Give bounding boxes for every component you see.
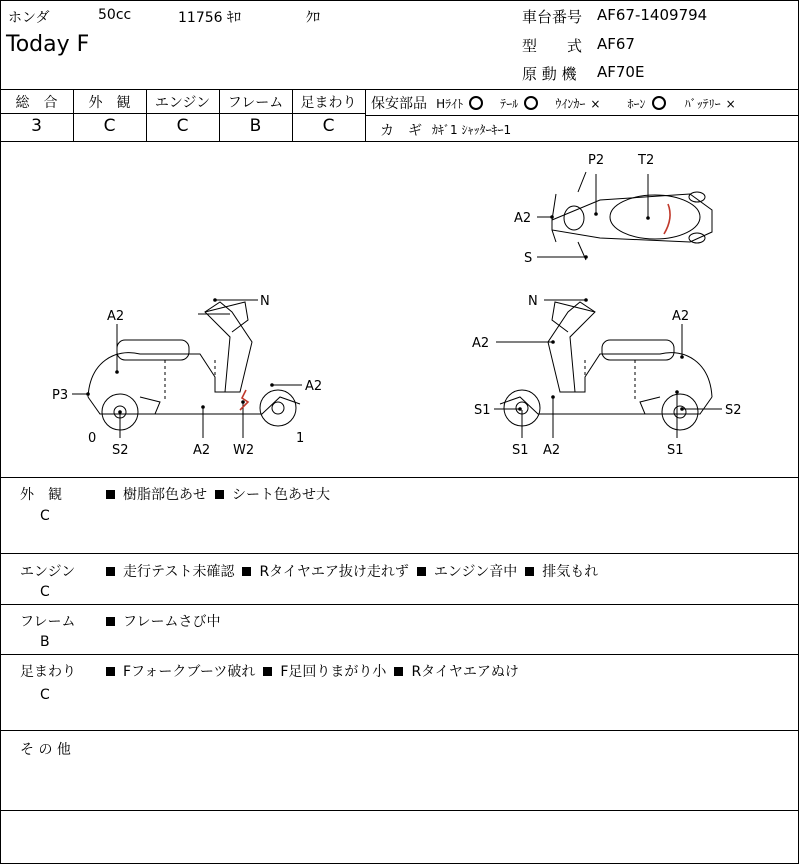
diag-label-zero: 0 (88, 431, 97, 446)
engine-section-grade: C (40, 584, 50, 600)
maker: ホンダ (8, 10, 50, 26)
color: ｸﾛ (306, 10, 320, 26)
model-name: Today F (6, 32, 90, 57)
key-value: ｶｷﾞ1 ｼｬｯﾀｰｷｰ1 (432, 123, 512, 137)
diag-label-s1: S1 (512, 443, 529, 458)
frame-grade-label: フレーム (227, 95, 284, 111)
diag-label-one: 1 (296, 431, 305, 446)
divider (0, 810, 799, 811)
divider (0, 477, 799, 478)
divider (0, 654, 799, 655)
diag-label-t2: T2 (638, 153, 655, 168)
diag-label-a2: A2 (543, 443, 561, 458)
bullet-icon (106, 617, 115, 626)
model-code: AF67 (597, 35, 635, 53)
key-label: カ ギ (380, 123, 422, 139)
model-label: 型 式 (522, 37, 583, 55)
damage-mark-seat (664, 204, 670, 234)
winker-label: ｳｲﾝｶｰ (555, 97, 586, 111)
overall-label: 総 合 (15, 95, 58, 111)
suspension-section-label: 足まわり (20, 664, 76, 680)
diag-label-a2: A2 (107, 309, 125, 324)
battery-label: ﾊﾞｯﾃﾘｰ (684, 97, 721, 111)
taillight-label: ﾃｰﾙ (500, 97, 519, 111)
frame-section-label: フレーム (20, 614, 76, 630)
damage-mark-frame (240, 390, 248, 410)
exterior-remarks (106, 484, 330, 504)
leader-lines (72, 174, 722, 438)
safety-label: 保安部品 (371, 96, 427, 112)
diag-label-s: S (524, 251, 533, 266)
divider (0, 89, 799, 90)
exterior-label: 外 観 (88, 95, 131, 111)
diag-label-p2: P2 (588, 153, 605, 168)
suspension-remarks (106, 661, 519, 681)
ok-circle-icon (524, 96, 538, 110)
suspension-section-grade: C (40, 687, 50, 703)
headlight-label: Hﾗｲﾄ (436, 97, 464, 111)
safety-parts-row (371, 93, 736, 113)
remark: Fフォークブーツ破れ (123, 664, 256, 680)
diag-label-a2: A2 (305, 379, 323, 394)
diag-label-a2: A2 (514, 211, 532, 226)
ok-circle-icon (652, 96, 666, 110)
bullet-icon (215, 490, 224, 499)
remark: Rタイヤエア抜け走れず (259, 564, 409, 580)
diag-label-w2: W2 (233, 443, 255, 458)
displacement: 50cc (98, 7, 132, 23)
engine-grade: C (176, 116, 189, 136)
divider (0, 730, 799, 731)
engine-remarks (106, 561, 598, 581)
exterior-section-grade: C (40, 508, 50, 524)
frame-grade: B (249, 116, 262, 136)
diag-label-s2: S2 (725, 403, 742, 418)
remark: 樹脂部色あせ (123, 487, 207, 503)
top-view-scooter (552, 172, 712, 260)
remark: シート色あせ大 (232, 487, 330, 503)
bullet-icon (394, 667, 403, 676)
frame-section-grade: B (40, 634, 50, 650)
bullet-icon (106, 567, 115, 576)
divider (0, 604, 799, 605)
diag-label-a2: A2 (672, 309, 690, 324)
diag-label-a2: A2 (193, 443, 211, 458)
diag-label-n: N (260, 294, 270, 309)
bullet-icon (263, 667, 272, 676)
diag-label-a2: A2 (472, 336, 490, 351)
bullet-icon (242, 567, 251, 576)
exterior-section-label: 外 観 (20, 487, 62, 503)
bullet-icon (106, 667, 115, 676)
remark: フレームさび中 (123, 614, 221, 630)
engine-section-label: エンジン (20, 564, 76, 580)
bullet-icon (417, 567, 426, 576)
diag-label-s1: S1 (474, 403, 491, 418)
divider (0, 113, 365, 114)
suspension-grade-label: 足まわり (300, 95, 357, 111)
engine-label: 原 動 機 (522, 65, 577, 83)
remark: Rタイヤエアぬけ (411, 664, 519, 680)
exterior-grade: C (103, 116, 116, 136)
frame-remarks (106, 611, 220, 631)
diag-label-s1: S1 (667, 443, 684, 458)
bullet-icon (525, 567, 534, 576)
cross-icon: × (590, 97, 601, 111)
suspension-grade: C (322, 116, 335, 136)
engine-code: AF70E (597, 63, 645, 81)
remark: 走行テスト未確認 (123, 564, 235, 580)
bullet-icon (106, 490, 115, 499)
diag-label-s2: S2 (112, 443, 129, 458)
horn-label: ﾎｰﾝ (627, 97, 646, 111)
other-section-label: そ の 他 (20, 742, 71, 758)
divider (365, 115, 799, 116)
remark: F足回りまがり小 (280, 664, 387, 680)
divider (0, 553, 799, 554)
remark: 排気もれ (542, 564, 599, 580)
frame-no-label: 車台番号 (522, 8, 583, 26)
ok-circle-icon (469, 96, 483, 110)
diag-label-p3: P3 (52, 388, 69, 403)
frame-no: AF67-1409794 (597, 6, 708, 24)
remark: エンジン音中 (433, 564, 518, 580)
diag-label-n: N (528, 294, 538, 309)
mileage: 11756 ｷﾛ (178, 10, 241, 26)
cross-icon: × (725, 97, 736, 111)
damage-diagram (0, 142, 799, 477)
engine-grade-label: エンジン (154, 95, 211, 111)
overall-grade: 3 (31, 116, 42, 136)
